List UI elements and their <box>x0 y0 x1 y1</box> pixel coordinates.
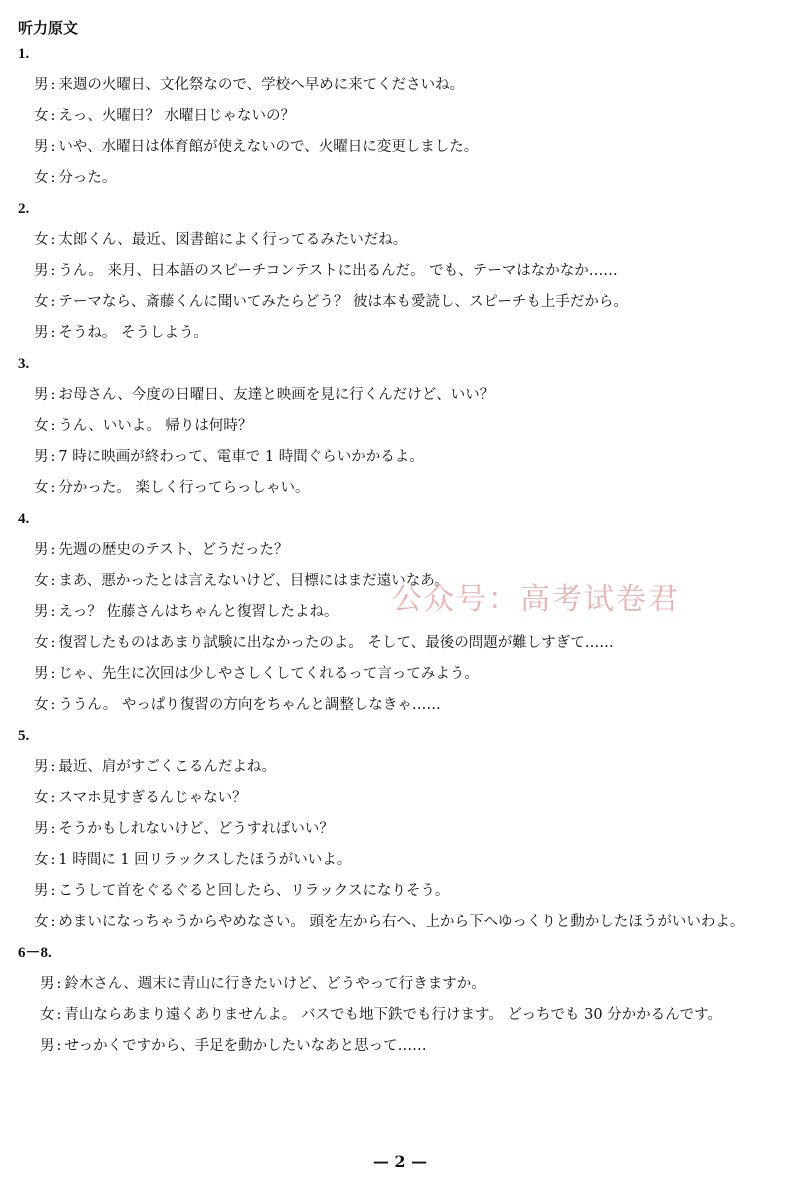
dialogue-line <box>18 292 788 313</box>
speaker-colon: : <box>50 666 56 682</box>
speaker-colon: : <box>50 77 56 93</box>
speaker-colon: : <box>50 852 56 868</box>
speaker-label: 男 <box>34 139 49 155</box>
dialogue-line <box>18 416 788 437</box>
speaker-label: 男 <box>34 604 49 620</box>
dialogue-line <box>18 974 788 995</box>
speaker-label: 女 <box>34 418 49 434</box>
section-number: 1. <box>18 46 30 62</box>
speaker-colon: : <box>56 976 62 992</box>
speaker-colon: : <box>50 883 56 899</box>
dialogue-text: 1 時間に 1 回リラックスしたほうがいいよ。 <box>58 852 352 868</box>
speaker-colon: : <box>50 232 56 248</box>
dialogue-text: 来週の火曜日、文化祭なので、学校へ早めに来てくださいね。 <box>58 77 465 93</box>
dialogue-text: 鈴木さん、週末に青山に行きたいけど、どうやって行きますか。 <box>64 976 486 992</box>
speaker-label: 女 <box>34 108 49 124</box>
dialogue-text: そうかもしれないけど、どうすればいい？ <box>58 821 334 837</box>
dialogue-line <box>18 912 788 933</box>
speaker-label: 男 <box>34 759 49 775</box>
speaker-label: 男 <box>34 77 49 93</box>
speaker-label: 男 <box>40 976 55 992</box>
dialogue-line <box>18 261 788 282</box>
speaker-colon: : <box>50 542 56 558</box>
speaker-colon: : <box>50 263 56 279</box>
speaker-colon: : <box>50 635 56 651</box>
speaker-label: 女 <box>34 697 49 713</box>
dialogue-line <box>18 447 788 468</box>
dialogue-text: 復習したものはあまり試験に出なかったのよ。 そして、最後の問題が難しすぎて…… <box>58 635 614 651</box>
dialogue-text: 太郎くん、最近、図書館によく行ってるみたいだね。 <box>58 232 408 248</box>
dialogue-line <box>18 323 788 344</box>
speaker-label: 女 <box>34 232 49 248</box>
dialogue-text: 分かった。 楽しく行ってらっしゃい。 <box>58 480 310 496</box>
speaker-label: 男 <box>34 542 49 558</box>
speaker-label: 女 <box>34 573 49 589</box>
dialogue-line <box>18 571 788 592</box>
dialogue-text: 最近、肩がすごくこるんだよね。 <box>58 759 276 775</box>
dialogue-text: 7 時に映画が終わって、電車で 1 時間ぐらいかかるよ。 <box>58 449 424 465</box>
speaker-label: 男 <box>34 821 49 837</box>
dialogue-line <box>18 819 788 840</box>
page-number: — 2 — <box>372 1152 428 1171</box>
speaker-colon: : <box>50 108 56 124</box>
dialogue-line <box>18 540 788 561</box>
speaker-label: 女 <box>34 852 49 868</box>
dialogue-text: スマホ見すぎるんじゃない？ <box>58 790 247 806</box>
dialogue-text: えっ？ 佐藤さんはちゃんと復習したよね。 <box>58 604 339 620</box>
speaker-colon: : <box>50 449 56 465</box>
dialogue-line <box>18 75 788 96</box>
speaker-colon: : <box>50 604 56 620</box>
section-number: 6－8. <box>18 945 52 961</box>
section-number: 3. <box>18 356 30 372</box>
dialogue-text: ううん。 やっぱり復習の方向をちゃんと調整しなきゃ…… <box>58 697 441 713</box>
dialogue-line <box>18 788 788 809</box>
speaker-colon: : <box>50 573 56 589</box>
speaker-colon: : <box>50 294 56 310</box>
dialogue-text: お母さん、今度の日曜日、友達と映画を見に行くんだけど、いい？ <box>58 387 495 403</box>
speaker-colon: : <box>50 914 56 930</box>
dialogue-line <box>18 137 788 158</box>
speaker-colon: : <box>50 387 56 403</box>
speaker-colon: : <box>50 139 56 155</box>
speaker-label: 男 <box>34 387 49 403</box>
dialogue-line <box>18 664 788 685</box>
dialogue-line <box>18 168 788 189</box>
speaker-colon: : <box>50 759 56 775</box>
transcript-content <box>18 44 788 1067</box>
dialogue-line <box>18 881 788 902</box>
section-number: 5. <box>18 728 30 744</box>
speaker-label: 男 <box>34 325 49 341</box>
speaker-colon: : <box>50 325 56 341</box>
speaker-label: 男 <box>34 666 49 682</box>
dialogue-text: えっ、火曜日？ 水曜日じゃないの？ <box>58 108 295 124</box>
dialogue-text: テーマなら、斎藤くんに聞いてみたらどう？ 彼は本も愛読し、スピーチも上手だから。 <box>58 294 628 310</box>
speaker-colon: : <box>50 790 56 806</box>
page-title: 听力原文 <box>18 19 79 37</box>
section-number: 2. <box>18 201 30 217</box>
dialogue-line <box>18 850 788 871</box>
speaker-label: 女 <box>34 790 49 806</box>
dialogue-line <box>18 106 788 127</box>
dialogue-text: うん、いいよ。 帰りは何時？ <box>58 418 253 434</box>
watermark: 公众号：高考试卷君 <box>392 582 680 617</box>
dialogue-text: うん。 来月、日本語のスピーチコンテストに出るんだ。 でも、テーマはなかなか…… <box>58 263 618 279</box>
speaker-colon: : <box>50 418 56 434</box>
dialogue-line <box>18 633 788 654</box>
dialogue-text: そうね。 そうしよう。 <box>58 325 208 341</box>
dialogue-line <box>18 757 788 778</box>
dialogue-line <box>18 478 788 499</box>
dialogue-line <box>18 230 788 251</box>
speaker-label: 女 <box>34 914 49 930</box>
speaker-colon: : <box>56 1007 62 1023</box>
speaker-label: 女 <box>34 480 49 496</box>
dialogue-text: いや、水曜日は体育館が使えないので、火曜日に変更しました。 <box>58 139 479 155</box>
dialogue-line <box>18 385 788 406</box>
dialogue-text: まあ、悪かったとは言えないけど、目標にはまだ遠いなあ。 <box>58 573 449 589</box>
speaker-label: 女 <box>40 1007 55 1023</box>
speaker-colon: : <box>50 480 56 496</box>
dialogue-text: 青山ならあまり遠くありませんよ。 バスでも地下鉄でも行けます。 どっちでも 30 分かかるんです。 <box>64 1007 723 1023</box>
speaker-colon: : <box>50 697 56 713</box>
speaker-colon: : <box>56 1038 62 1054</box>
speaker-label: 女 <box>34 294 49 310</box>
speaker-label: 男 <box>34 263 49 279</box>
speaker-label: 女 <box>34 170 49 186</box>
speaker-label: 男 <box>40 1038 55 1054</box>
section-number: 4. <box>18 511 30 527</box>
dialogue-text: 分った。 <box>58 170 117 186</box>
dialogue-text: じゃ、先生に次回は少しやさしくしてくれるって言ってみよう。 <box>58 666 479 682</box>
dialogue-text: こうして首をぐるぐると回したら、リラックスになりそう。 <box>58 883 450 899</box>
dialogue-text: せっかくですから、手足を動かしたいなあと思って…… <box>64 1038 427 1054</box>
speaker-label: 男 <box>34 883 49 899</box>
dialogue-line <box>18 1005 788 1026</box>
speaker-label: 男 <box>34 449 49 465</box>
dialogue-line <box>18 1036 788 1057</box>
dialogue-line <box>18 602 788 623</box>
speaker-label: 女 <box>34 635 49 651</box>
dialogue-text: 先週の歴史のテスト、どうだった？ <box>58 542 289 558</box>
dialogue-text: めまいになっちゃうからやめなさい。 頭を左から右へ、上から下へゆっくりと動かしたほうがいいわよ。 <box>58 914 745 930</box>
speaker-colon: : <box>50 170 56 186</box>
speaker-colon: : <box>50 821 56 837</box>
dialogue-line <box>18 695 788 716</box>
